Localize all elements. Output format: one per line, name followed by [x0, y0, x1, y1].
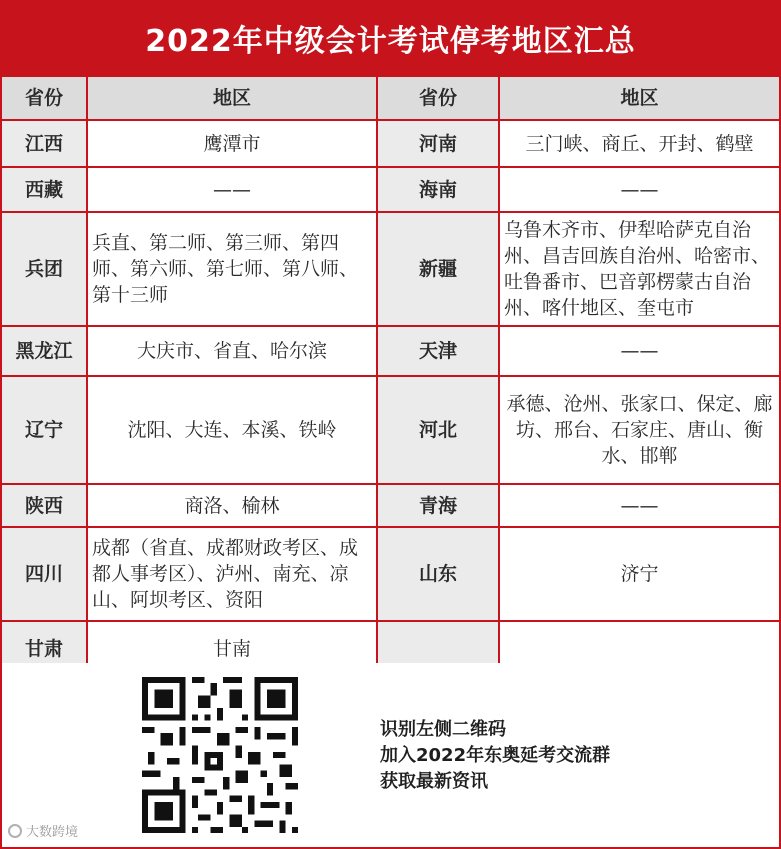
region-cell: 三门峡、商丘、开封、鹤壁 [500, 121, 779, 166]
header-region-left: 地区 [88, 77, 376, 119]
province-cell: 四川 [2, 528, 86, 620]
province-cell: 河南 [378, 121, 498, 166]
qr-instruction-line-2: 加入2022年东奥延考交流群 [380, 745, 611, 766]
region-cell: 兵直、第二师、第三师、第四师、第六师、第七师、第八师、第十三师 [88, 213, 376, 325]
province-cell: 辽宁 [2, 377, 86, 483]
province-cell: 天津 [378, 327, 498, 375]
region-cell: 大庆市、省直、哈尔滨 [88, 327, 376, 375]
province-cell: 山东 [378, 528, 498, 620]
region-cell: —— [500, 327, 779, 375]
region-cell: —— [500, 168, 779, 211]
region-cell: 济宁 [500, 528, 779, 620]
province-cell: 兵团 [2, 213, 86, 325]
province-cell: 陕西 [2, 485, 86, 526]
watermark-text: 大数跨境 [26, 825, 79, 840]
region-cell: 乌鲁木齐市、伊犁哈萨克自治州、昌吉回族自治州、哈密市、吐鲁番市、巴音郭楞蒙古自治州、喀什地区、奎屯市 [500, 213, 779, 325]
qr-instruction-line-3: 获取最新资讯 [380, 771, 488, 792]
watermark-logo [8, 821, 78, 840]
province-cell: 江西 [2, 121, 86, 166]
region-cell: 鹰潭市 [88, 121, 376, 166]
page-title: 2022年中级会计考试停考地区汇总 [0, 0, 781, 75]
province-cell: 甘肃 [2, 622, 86, 676]
province-cell: 西藏 [2, 168, 86, 211]
qr-code-icon[interactable] [142, 677, 298, 833]
header-province-left: 省份 [2, 77, 86, 119]
region-cell: 商洛、榆林 [88, 485, 376, 526]
region-cell: —— [500, 485, 779, 526]
header-region-right: 地区 [500, 77, 779, 119]
watermark-icon [8, 824, 22, 838]
province-cell: 河北 [378, 377, 498, 483]
header-province-right: 省份 [378, 77, 498, 119]
province-cell: 新疆 [378, 213, 498, 325]
province-cell: 青海 [378, 485, 498, 526]
region-cell: 成都（省直、成都财政考区、成都人事考区）、泸州、南充、凉山、阿坝考区、资阳 [88, 528, 376, 620]
suspension-table [2, 75, 779, 676]
qr-instructions [380, 717, 610, 795]
region-cell: 沈阳、大连、本溪、铁岭 [88, 377, 376, 483]
footer-panel [2, 663, 779, 847]
region-cell: —— [88, 168, 376, 211]
region-cell: 承德、沧州、张家口、保定、廊坊、邢台、石家庄、唐山、衡水、邯郸 [500, 377, 779, 483]
province-cell: 黑龙江 [2, 327, 86, 375]
province-cell: 海南 [378, 168, 498, 211]
region-cell: 甘南 [88, 622, 376, 676]
qr-instruction-line-1: 识别左侧二维码 [380, 719, 506, 740]
